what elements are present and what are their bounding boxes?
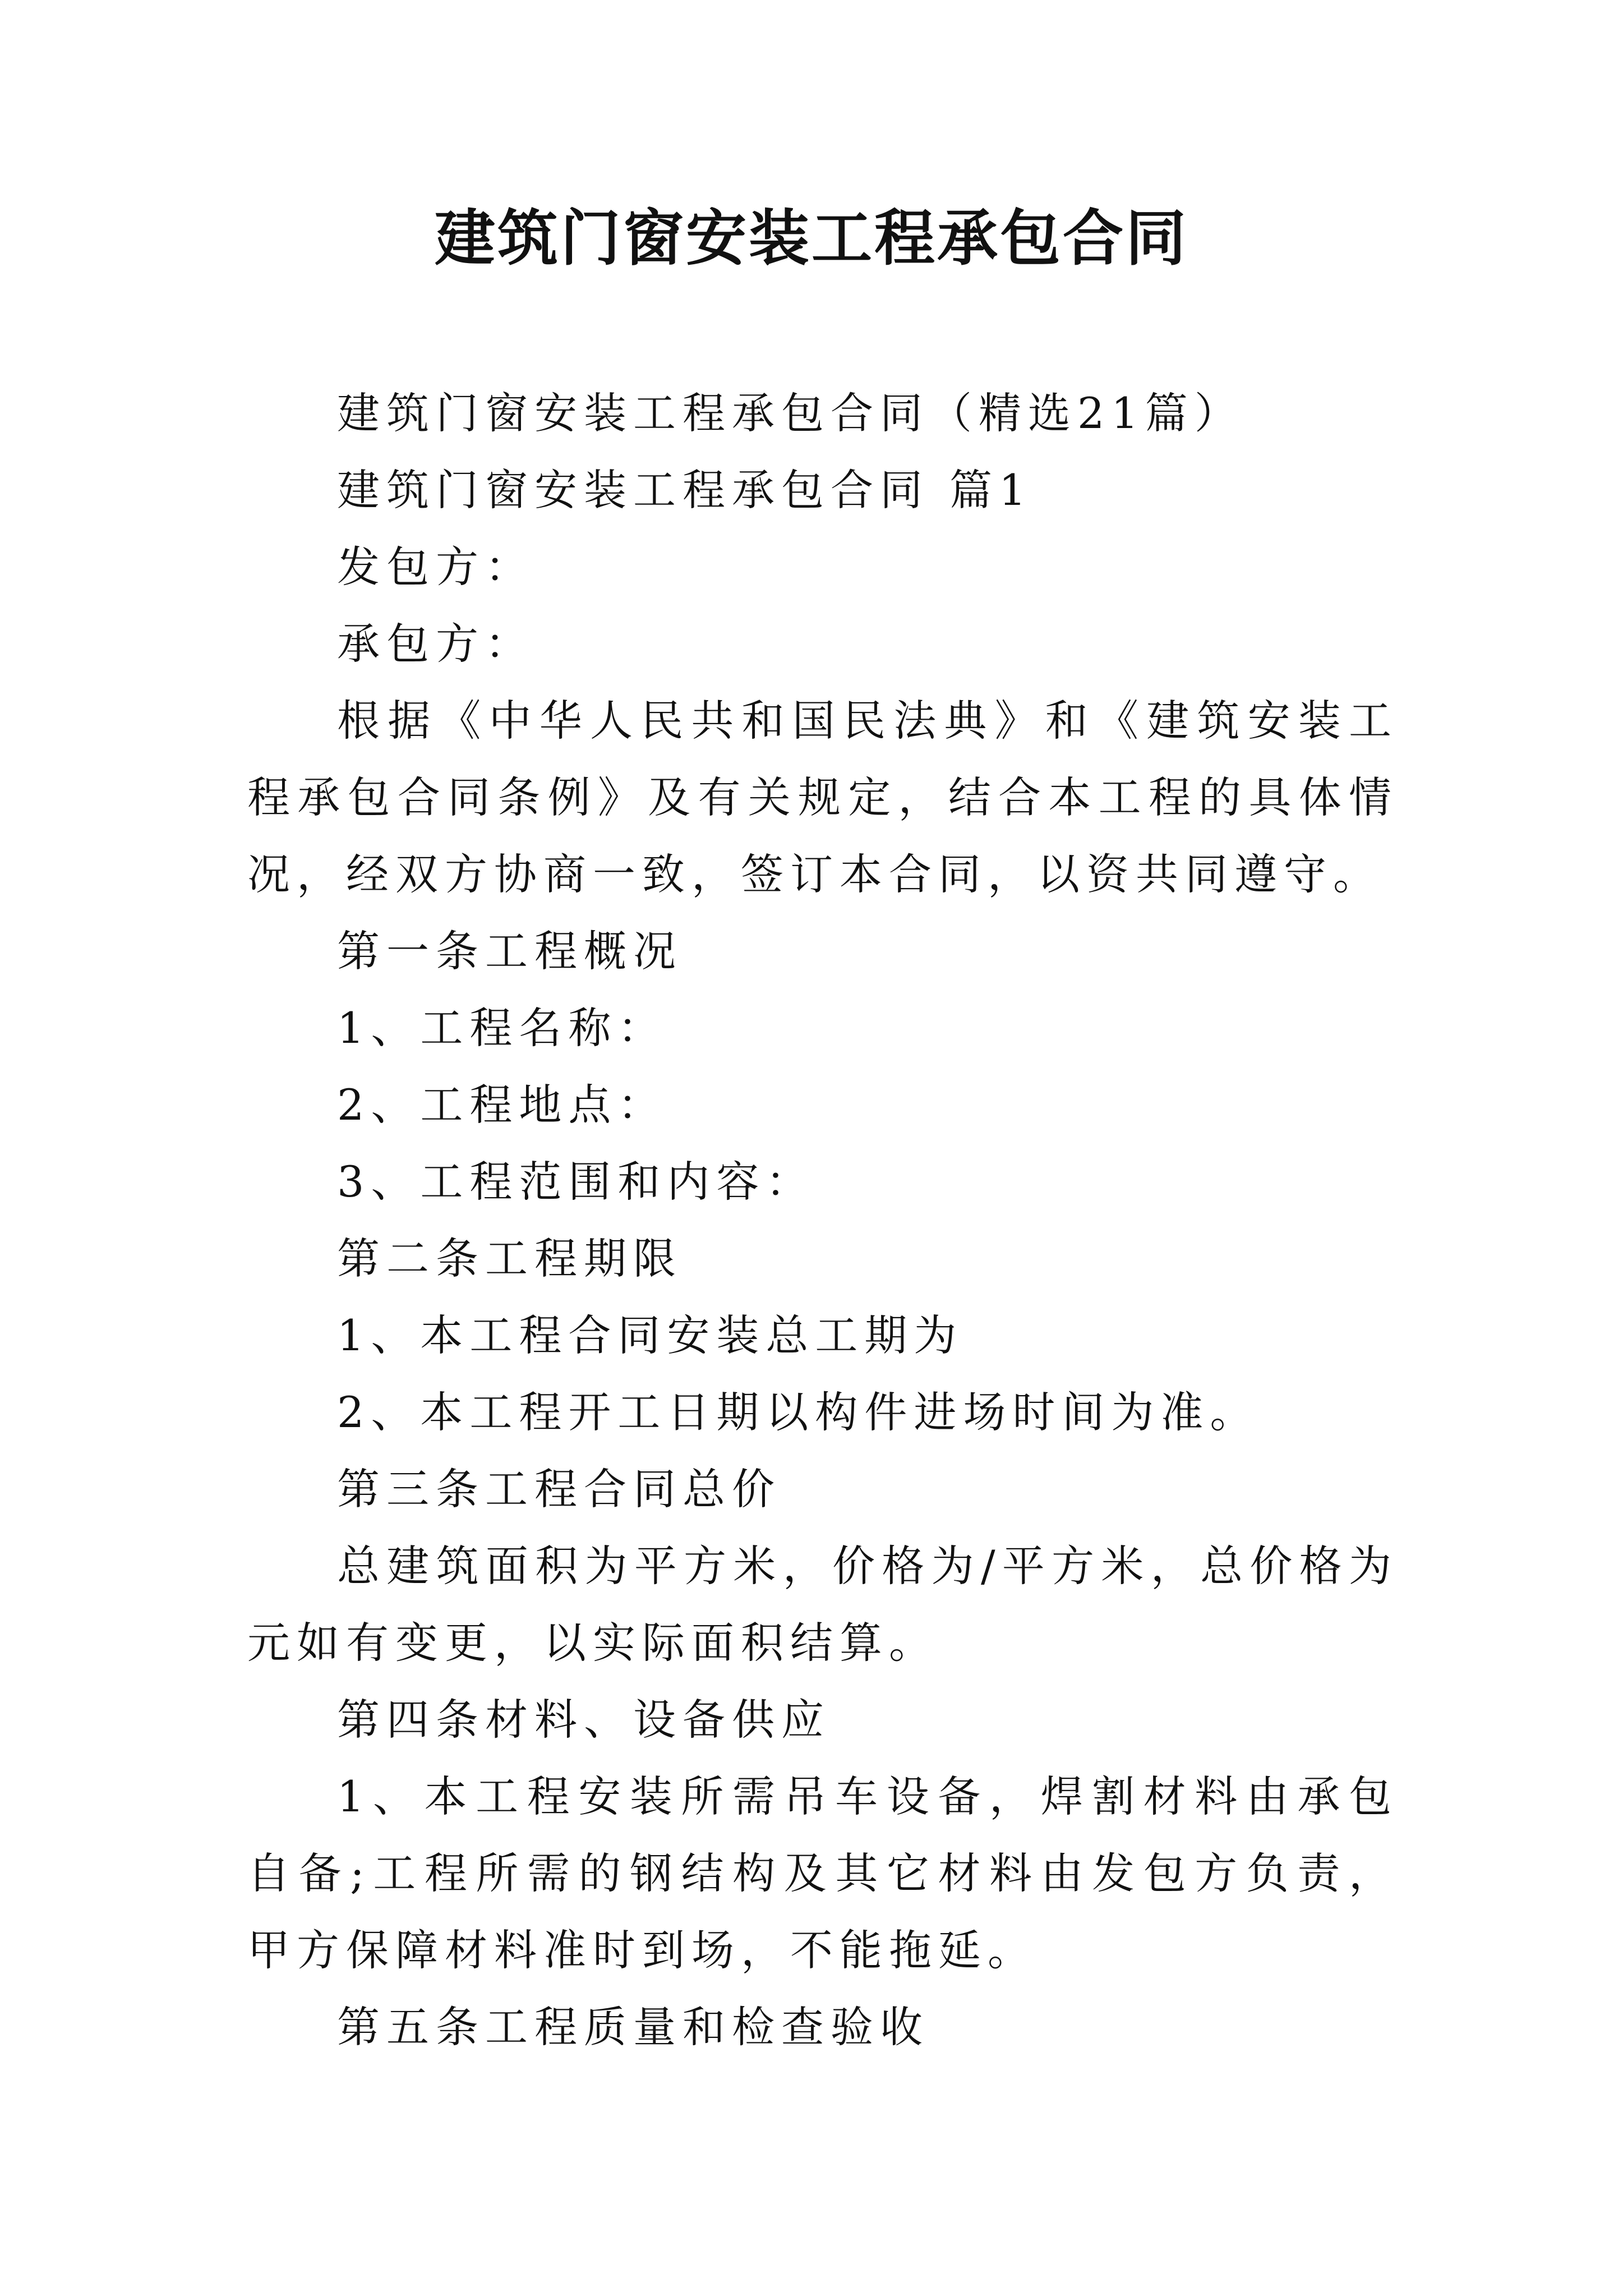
- article-1-item-3: 3、工程范围和内容：: [337, 1157, 815, 1207]
- document-title: 建筑门窗安装工程承包合同: [434, 203, 1188, 274]
- article-3-heading: 第三条工程合同总价: [337, 1464, 781, 1514]
- article-1-item-2: 2、工程地点：: [337, 1080, 667, 1130]
- party-b-line: 承包方：: [337, 619, 534, 669]
- party-a-line: 发包方：: [337, 542, 534, 592]
- article-2-item-2: 2、本工程开工日期以构件进场时间为准。: [337, 1387, 1260, 1437]
- article-2-heading: 第二条工程期限: [337, 1234, 683, 1283]
- preamble-paragraph: 根据《中华人民共和国民法典》和《建筑安装工程承包合同条例》及有关规定，结合本工程的具体情况，经双方协商一致，签订本合同，以资共同遵守。: [247, 696, 1398, 899]
- article-2-item-1: 1、本工程合同安装总工期为: [337, 1310, 963, 1360]
- article-1-item-1: 1、工程名称：: [337, 1003, 667, 1053]
- article-1-heading: 第一条工程概况: [337, 926, 683, 976]
- document-body: [247, 375, 1398, 2065]
- article-3-paragraph: 总建筑面积为平方米，价格为/平方米，总价格为元如有变更，以实际面积结算。: [247, 1541, 1398, 1668]
- doc-section-heading: 建筑门窗安装工程承包合同 篇1: [337, 465, 1033, 515]
- doc-subtitle: 建筑门窗安装工程承包合同（精选21篇）: [337, 388, 1244, 438]
- article-4-item-1: 1、本工程安装所需吊车设备，焊割材料由承包自备;工程所需的钢结构及其它材料由发包方负责，甲方保障材料准时到场，不能拖延。: [247, 1772, 1398, 1975]
- article-5-heading: 第五条工程质量和检查验收: [337, 2002, 929, 2052]
- article-4-heading: 第四条材料、设备供应: [337, 1695, 831, 1745]
